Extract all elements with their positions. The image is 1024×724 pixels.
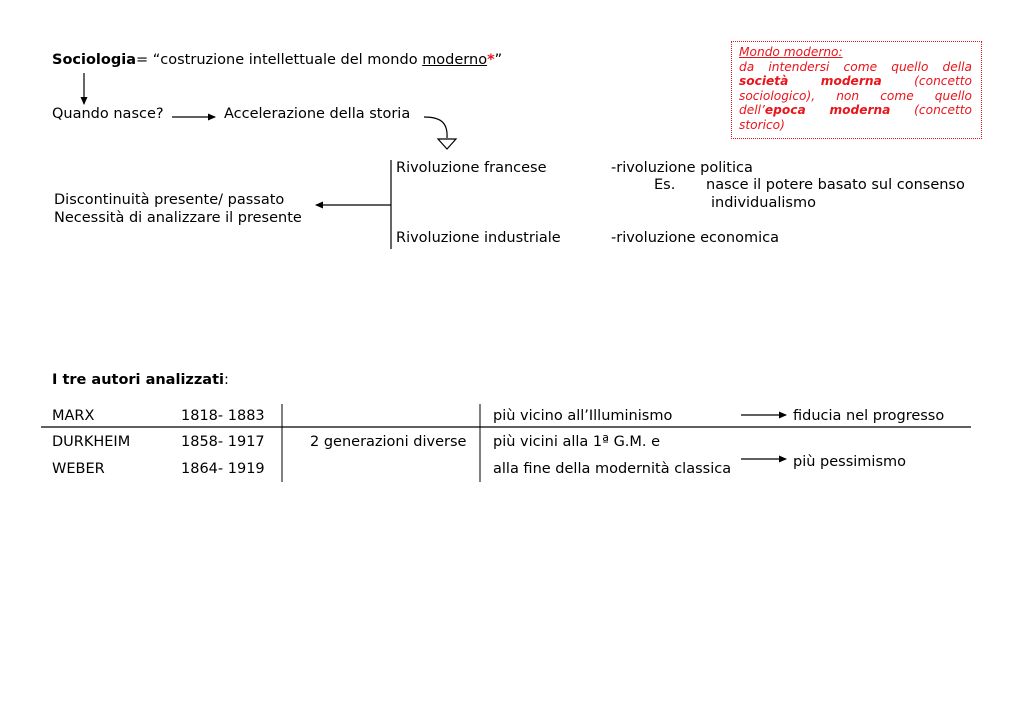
question-label: Quando nasce? — [52, 106, 164, 122]
author-years: 1858- 1917 — [181, 434, 265, 450]
question-answer: Accelerazione della storia — [224, 106, 411, 122]
heading-line — [52, 52, 502, 69]
author-years: 1864- 1919 — [181, 461, 265, 477]
example-text: nasce il potere basato sul consenso — [706, 177, 965, 193]
note-line-2: da intendersi come quello della — [739, 59, 972, 74]
note-box-mondo-moderno — [731, 41, 982, 139]
author-name: MARX — [52, 408, 95, 424]
example-label: Es. — [654, 177, 676, 193]
position-marx: più vicino all’Illuminismo — [493, 408, 673, 424]
revolution-industrial: Rivoluzione industriale — [396, 230, 561, 246]
revolution-french-type: -rivoluzione politica — [611, 160, 753, 176]
arrow-curve-head — [438, 139, 456, 149]
revolution-french: Rivoluzione francese — [396, 160, 547, 176]
heading-term: Sociologia — [52, 52, 136, 68]
example-text-2: individualismo — [711, 195, 816, 211]
note-line-3: società moderna (concetto — [739, 74, 973, 88]
outcome-progress: fiducia nel progresso — [793, 408, 945, 424]
consequence-discontinuity: Discontinuità presente/ passato — [54, 192, 285, 208]
note-title: Mondo moderno: — [739, 45, 843, 59]
revolution-industrial-type: -rivoluzione economica — [611, 230, 779, 246]
heading-asterisk: * — [487, 52, 495, 68]
authors-title: I tre autori analizzati — [52, 372, 224, 388]
author-name: DURKHEIM — [52, 434, 131, 450]
position-weber: alla fine della modernità classica — [493, 461, 732, 477]
heading-definition: = “costruzione intellettuale del mondo — [136, 52, 423, 68]
authors-title-line: I tre autori analizzati: — [52, 372, 229, 388]
outcome-pessimism: più pessimismo — [793, 454, 906, 470]
position-durkheim: più vicini alla 1ª G.M. e — [493, 434, 661, 450]
author-name: WEBER — [52, 461, 105, 477]
heading-moderno: moderno — [422, 52, 488, 68]
note-line-6: storico) — [739, 117, 785, 132]
consequence-analysis: Necessità di analizzare il presente — [54, 210, 302, 226]
note-line-4: sociologico), non come quello — [739, 88, 972, 103]
arrow-curve-accelerazione — [424, 117, 447, 138]
note-line-5: dell’epoca moderna (concetto — [739, 103, 973, 117]
author-years: 1818- 1883 — [181, 408, 265, 424]
heading-suffix: ” — [494, 52, 503, 68]
generations-label: 2 generazioni diverse — [310, 434, 467, 450]
